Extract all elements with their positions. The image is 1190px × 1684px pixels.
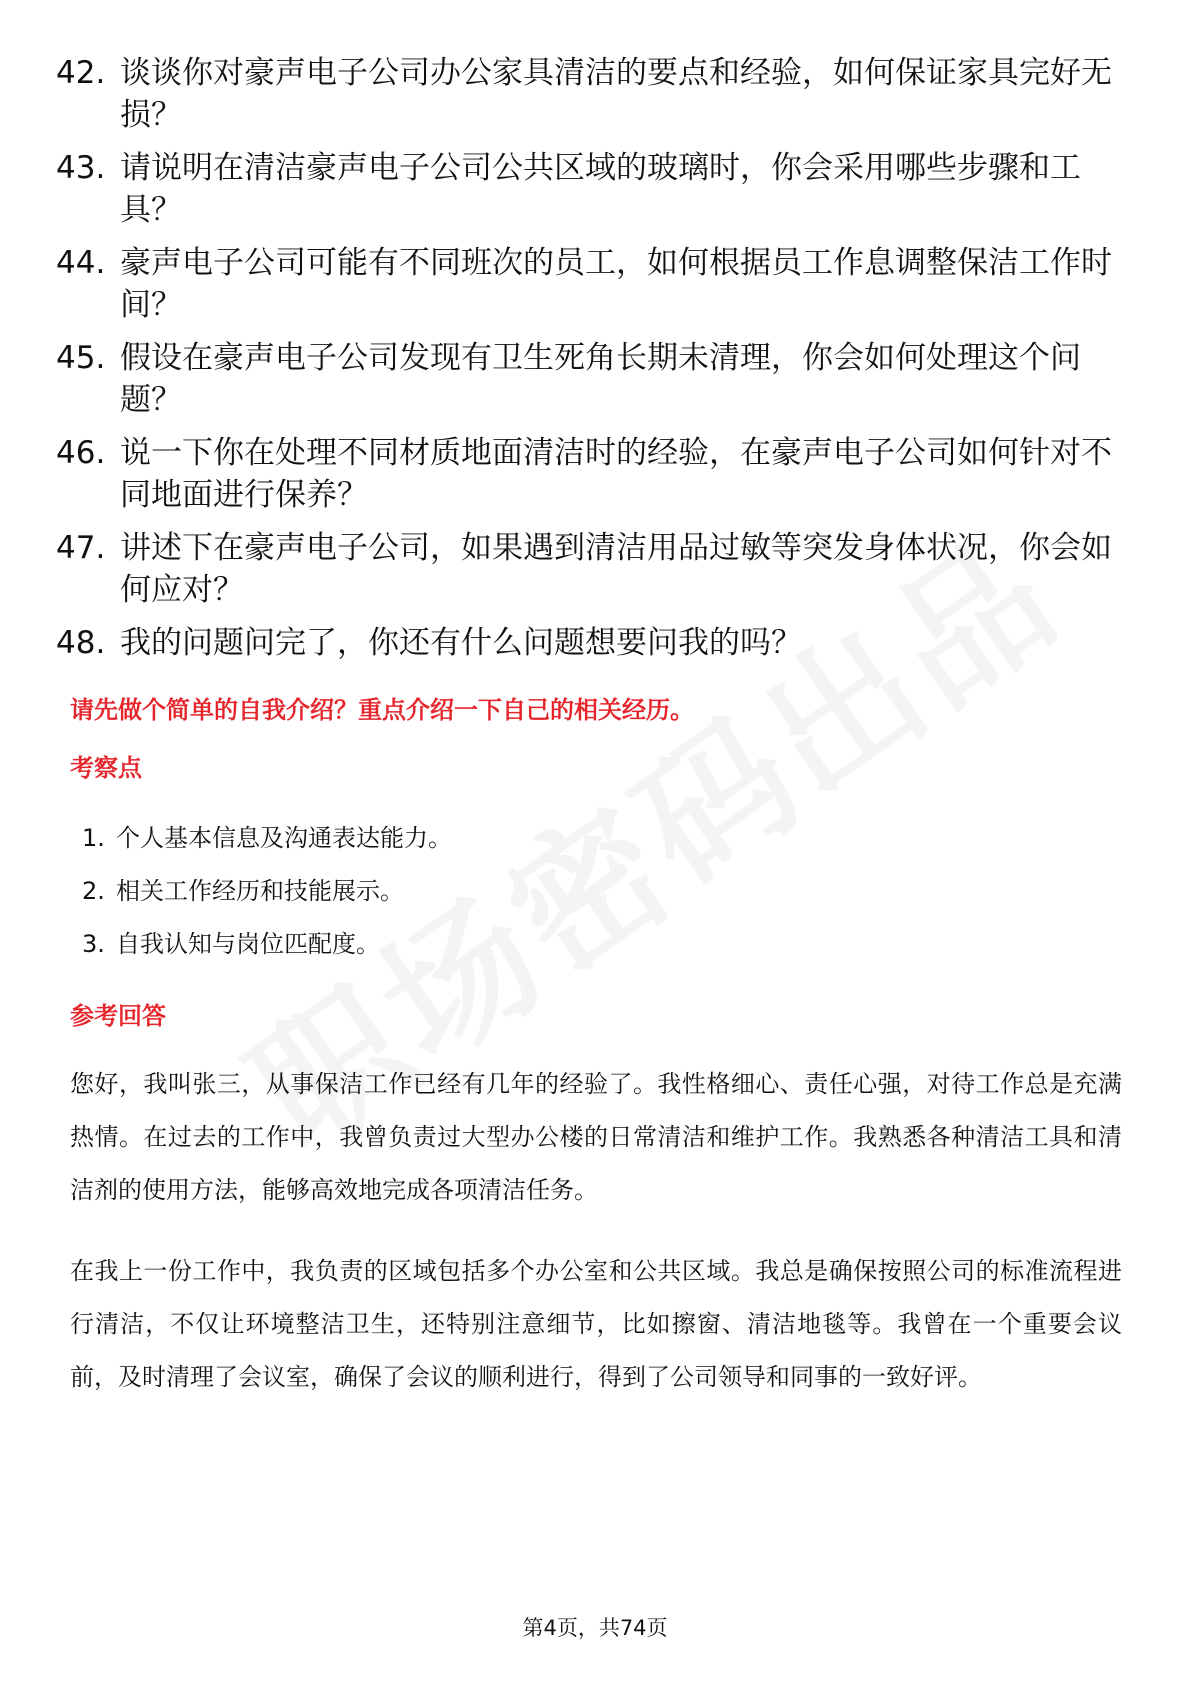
question-list bbox=[56, 52, 1116, 675]
question-item bbox=[56, 432, 1116, 516]
answer-paragraph: 您好，我叫张三，从事保洁工作已经有几年的经验了。我性格细心、责任心强，对待工作总是充满热情。在过去的工作中，我曾负责过大型办公楼的日常清洁和维护工作。我熟悉各种清洁工具和清洁剂的使用方法，能够高效地完成各项清洁任务。 bbox=[70, 1070, 1122, 1204]
section-question-heading: 请先做个简单的自我介绍？重点介绍一下自己的相关经历。 bbox=[70, 696, 694, 724]
point-text: 自我认知与岗位匹配度。 bbox=[116, 930, 380, 958]
point-number: 1. bbox=[82, 824, 105, 852]
question-number: 42. bbox=[56, 55, 106, 91]
question-item bbox=[56, 242, 1116, 326]
question-number: 43. bbox=[56, 150, 106, 186]
question-number: 44. bbox=[56, 245, 106, 281]
question-item bbox=[56, 147, 1116, 231]
question-item bbox=[56, 337, 1116, 421]
answer-heading: 参考回答 bbox=[70, 1002, 166, 1030]
question-number: 46. bbox=[56, 435, 106, 471]
question-item bbox=[56, 52, 1116, 136]
point-number: 2. bbox=[82, 877, 105, 905]
point-item bbox=[82, 820, 1082, 856]
question-text: 说一下你在处理不同材质地面清洁时的经验，在豪声电子公司如何针对不同地面进行保养？ bbox=[120, 435, 1112, 513]
point-item bbox=[82, 873, 1082, 909]
question-text: 豪声电子公司可能有不同班次的员工，如何根据员工作息调整保洁工作时间？ bbox=[120, 245, 1112, 323]
question-text: 假设在豪声电子公司发现有卫生死角长期未清理，你会如何处理这个问题？ bbox=[120, 340, 1081, 418]
points-heading: 考察点 bbox=[70, 754, 142, 782]
point-text: 相关工作经历和技能展示。 bbox=[116, 877, 404, 905]
question-text: 谈谈你对豪声电子公司办公家具清洁的要点和经验，如何保证家具完好无损？ bbox=[120, 55, 1112, 133]
question-text: 请说明在清洁豪声电子公司公共区域的玻璃时，你会采用哪些步骤和工具？ bbox=[120, 150, 1081, 228]
question-number: 45. bbox=[56, 340, 106, 376]
question-number: 48. bbox=[56, 625, 106, 661]
point-text: 个人基本信息及沟通表达能力。 bbox=[116, 824, 452, 852]
page-number: 第4页，共74页 bbox=[522, 1616, 668, 1640]
question-text: 讲述下在豪声电子公司，如果遇到清洁用品过敏等突发身体状况，你会如何应对？ bbox=[120, 530, 1112, 608]
question-text: 我的问题问完了，你还有什么问题想要问我的吗？ bbox=[120, 625, 802, 661]
answer-paragraph: 在我上一份工作中，我负责的区域包括多个办公室和公共区域。我总是确保按照公司的标准流程进行清洁，不仅让环境整洁卫生，还特别注意细节，比如擦窗、清洁地毯等。我曾在一个重要会议前，及时清理了会议室，确保了会议的顺利进行，得到了公司领导和同事的一致好评。 bbox=[70, 1257, 1122, 1391]
point-number: 3. bbox=[82, 930, 105, 958]
question-item bbox=[56, 622, 1116, 664]
question-number: 47. bbox=[56, 530, 106, 566]
points-list bbox=[82, 820, 1082, 979]
point-item bbox=[82, 926, 1082, 962]
question-item bbox=[56, 527, 1116, 611]
